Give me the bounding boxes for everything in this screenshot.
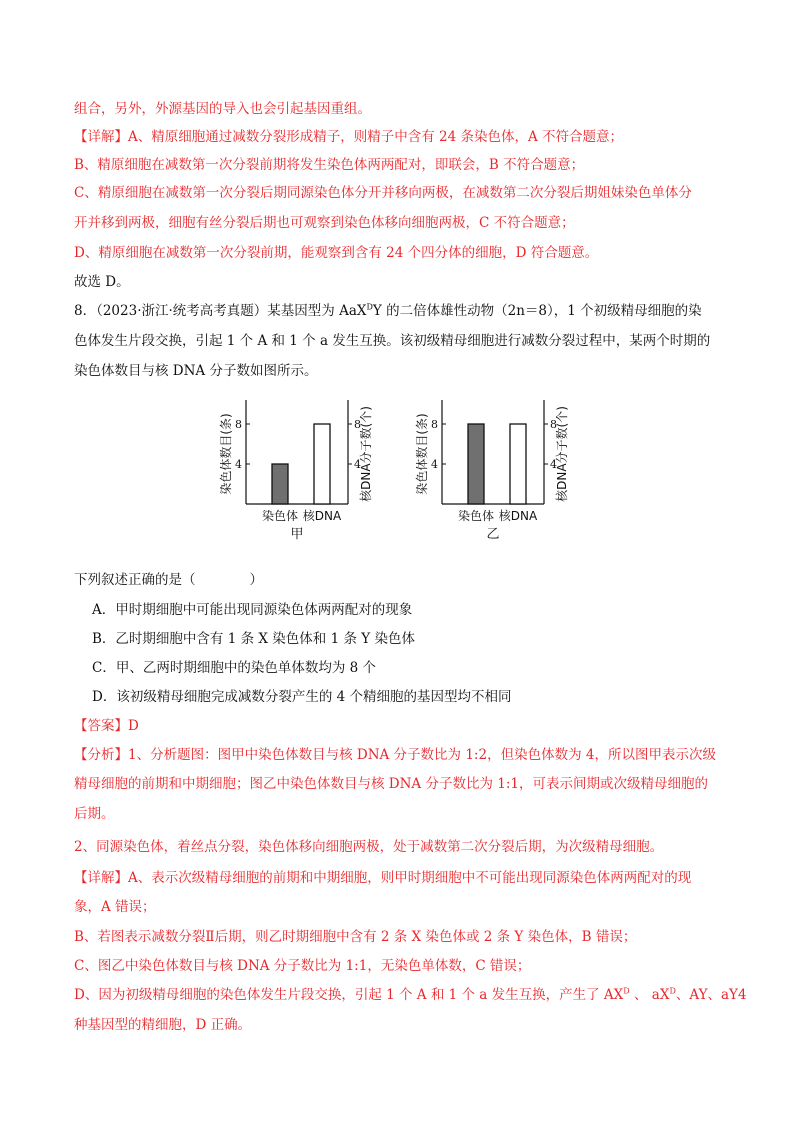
text-line: 开并移到两极，细胞有丝分裂后期也可观察到染色体移向细胞两极，C 不符合题意； [74,215,575,231]
tick-label-left: 8 [235,418,242,431]
tick-label-left: 8 [431,418,438,431]
detail-line: 【详解】A、表示次级精母细胞的前期和中期细胞，则甲时期细胞中不可能出现同源染色体两两配对的现 [74,870,692,886]
analysis-line: 精母细胞的前期和中期细胞；图乙中染色体数目与核 DNA 分子数比为 1:1，可表示间期或次级精母细胞的 [74,776,708,792]
detail-line: 象，A 错误； [74,899,156,915]
detail-line: C、图乙中染色体数目与核 DNA 分子数比为 1:1，无染色单体数，C 错误； [74,958,531,974]
text-line: D、精原细胞在减数第一次分裂前期，能观察到含有 24 个四分体的细胞，D 符合题意。 [74,245,599,261]
tick-label-left: 4 [235,458,242,471]
option-c: C．甲、乙两时期细胞中的染色单体数均为 8 个 [92,660,377,676]
bar [314,424,330,504]
bar [510,424,526,504]
detail-line: B、若图表示减数分裂Ⅱ后期，则乙时期细胞中含有 2 条 X 染色体或 2 条 Y 染色体，B 错误； [74,929,637,945]
tick-label-left: 4 [431,458,438,471]
detail-line: 种基因型的精细胞，D 正确。 [74,1017,252,1033]
y-label-right: 核DNA分子数(个) [359,406,373,502]
option-b: B．乙时期细胞中含有 1 条 X 染色体和 1 条 Y 染色体 [92,631,415,647]
question-prompt: 下列叙述正确的是（ ） [74,572,263,588]
y-label-left: 染色体数目(条) [415,413,429,495]
bar [468,424,484,504]
text-line: B、精原细胞在减数第一次分裂前期将发生染色体两两配对，即联会，B 不符合题意； [74,157,585,173]
chart-title: 乙 [486,527,500,542]
text-line: 【详解】A、精原细胞通过减数分裂形成精子，则精子中含有 24 条染色体，A 不符合题意； [74,129,624,145]
answer-label: 【答案】D [74,718,139,734]
analysis-line: 【分析】1、分析题图：图甲中染色体数目与核 DNA 分子数比为 1:2，但染色体数为 4，所以图甲表示次级 [74,747,716,763]
chart-jia [214,392,374,546]
y-label-left: 染色体数目(条) [219,413,233,495]
category-label: 核DNA [498,509,538,523]
chart-yi-svg [410,392,570,542]
category-label: 核DNA [302,509,342,523]
option-a: A．甲时期细胞中可能出现同源染色体两两配对的现象 [92,602,413,618]
bar [272,464,288,504]
chart-title: 甲 [290,527,304,542]
tick-label-right: 4 [550,458,557,471]
question-stem-line-3: 染色体数目与核 DNA 分子数如图所示。 [74,363,318,379]
chart-jia-svg [214,392,374,542]
tick-label-right: 8 [354,418,361,431]
category-label: 染色体 [261,509,299,523]
tick-label-right: 8 [550,418,557,431]
analysis-line: 后期。 [74,806,115,822]
tick-label-right: 4 [354,458,361,471]
text-line: 故选 D。 [74,274,130,290]
chart-yi [410,392,570,546]
detail-line-d: D、因为初级精母细胞的染色体发生片段交换，引起 1 个 A 和 1 个 a 发生互换，产生了 $AX^D$ 、 $aX^D$、AY、aY4 [74,986,747,1003]
option-d: D．该初级精母细胞完成减数分裂产生的 4 个精细胞的基因型均不相同 [92,689,512,705]
text-line: 组合，另外，外源基因的导入也会引起基因重组。 [74,101,371,117]
y-label-right: 核DNA分子数(个) [555,406,569,502]
question-stem-line-2: 色体发生片段交换，引起 1 个 A 和 1 个 a 发生互换。该初级精母细胞进行减数分裂过程中，某两个时期的 [74,333,711,349]
question-stem-line-1: 8．（2023·浙江·统考高考真题）某基因型为 AaX$^D$Y 的二倍体雄性动物（2n＝8），1 个初级精母细胞的染 [74,302,702,319]
analysis-line: 2、同源染色体，着丝点分裂，染色体移向细胞两极，处于减数第二次分裂后期，为次级精母细胞。 [74,839,664,855]
text-line: C、精原细胞在减数第一次分裂后期同源染色体分开并移向两极，在减数第二次分裂后期姐妹染色单体分 [74,185,692,201]
category-label: 染色体 [457,509,495,523]
